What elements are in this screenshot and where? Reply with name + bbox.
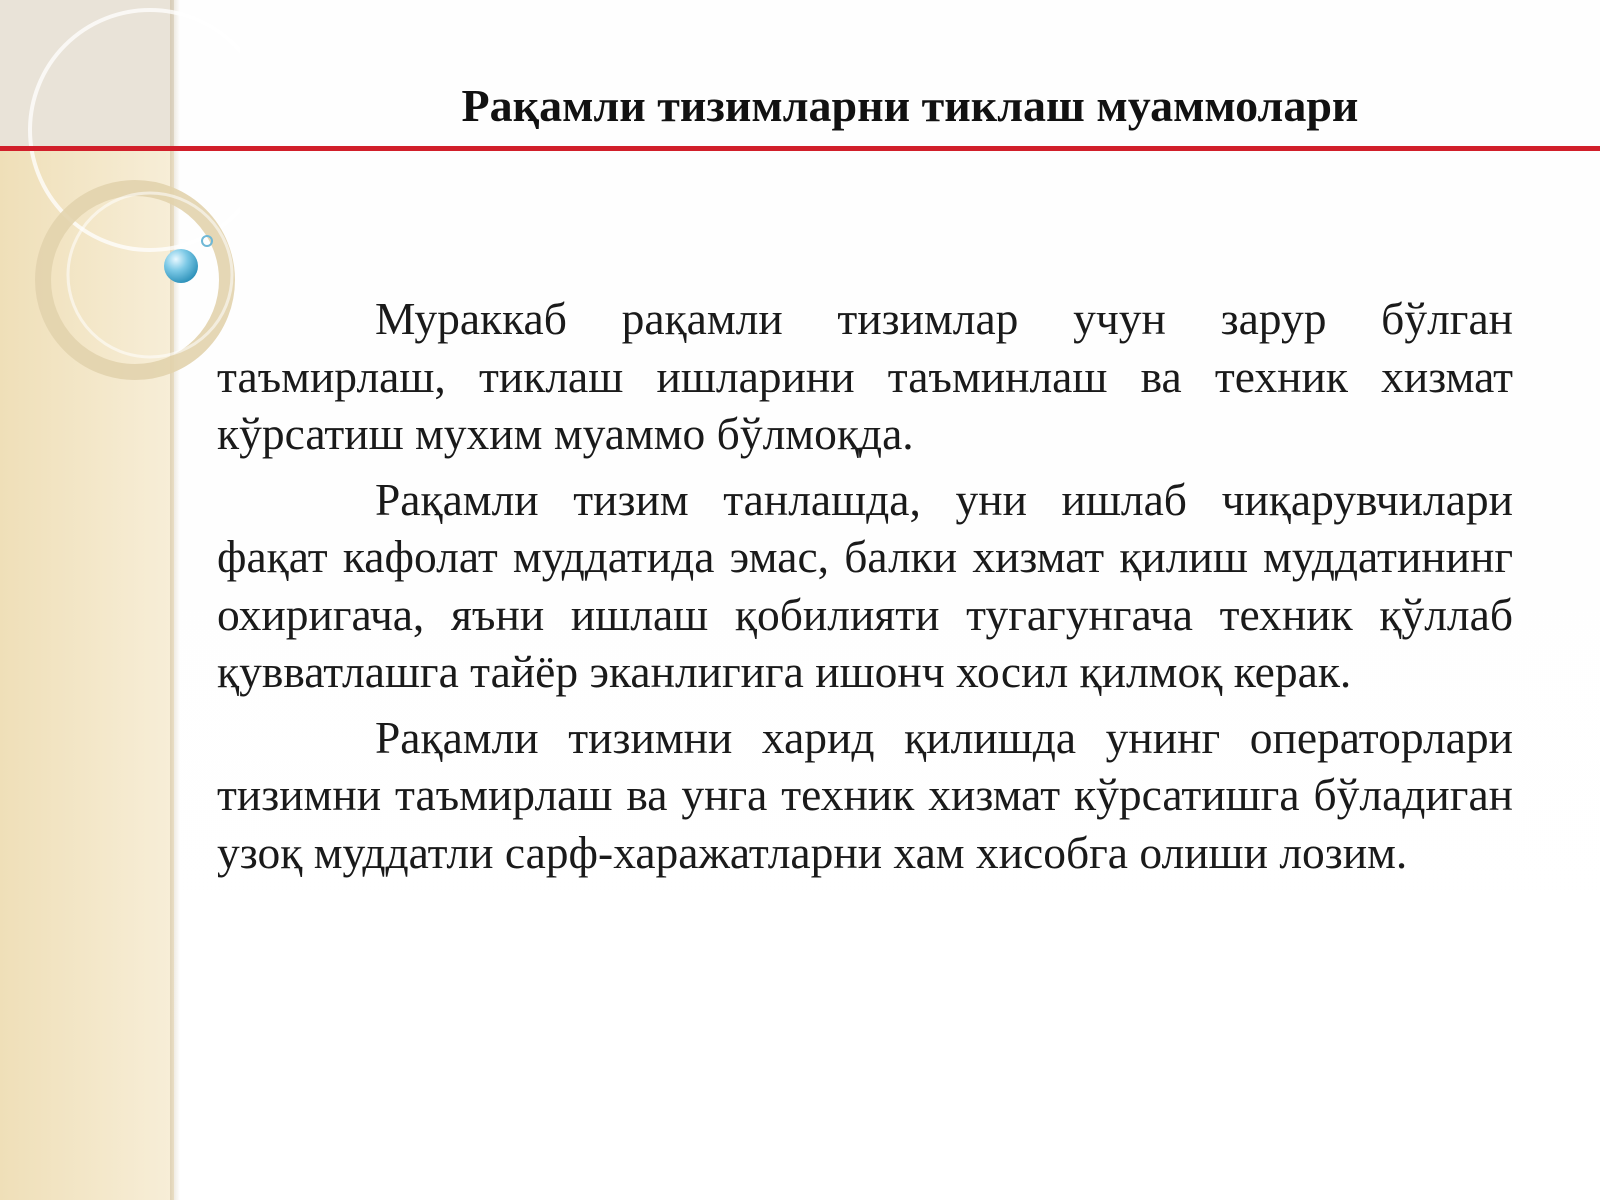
bead-shape xyxy=(164,249,198,283)
paragraph-3: Рақамли тизимни харид қилишда унинг операторлари тизимни таъмирлаш ва унга техник хизмат кўрсатишга бўладиган узоқ муддатли сарф-харажатларни хам хисобга олиши лозим. xyxy=(217,711,1513,878)
paragraph-1: Мураккаб рақамли тизимлар учун зарур бўлган таъмирлаш, тиклаш ишларини таъминлаш ва техник хизмат кўрсатиш мухим муаммо бўлмоқда. xyxy=(217,293,1513,459)
slide-title: Рақамли тизимларни тиклаш муаммолари xyxy=(461,80,1359,131)
title-divider xyxy=(0,146,1600,151)
slide-body xyxy=(217,290,1513,889)
decorative-rings xyxy=(0,0,240,420)
inner-ring-shape xyxy=(68,193,232,357)
paragraph-2: Рақамли тизим танлашда, уни ишлаб чиқарувчилари фақат кафолат муддатида эмас, балки хизмат қилиш муддатининг охиригача, яъни ишлаш қобилияти тугагунгача техник қўллаб қувватлашга тайёр эканлигига ишонч хосил қилмоқ керак. xyxy=(217,473,1513,697)
middle-ring-shape xyxy=(43,188,227,372)
